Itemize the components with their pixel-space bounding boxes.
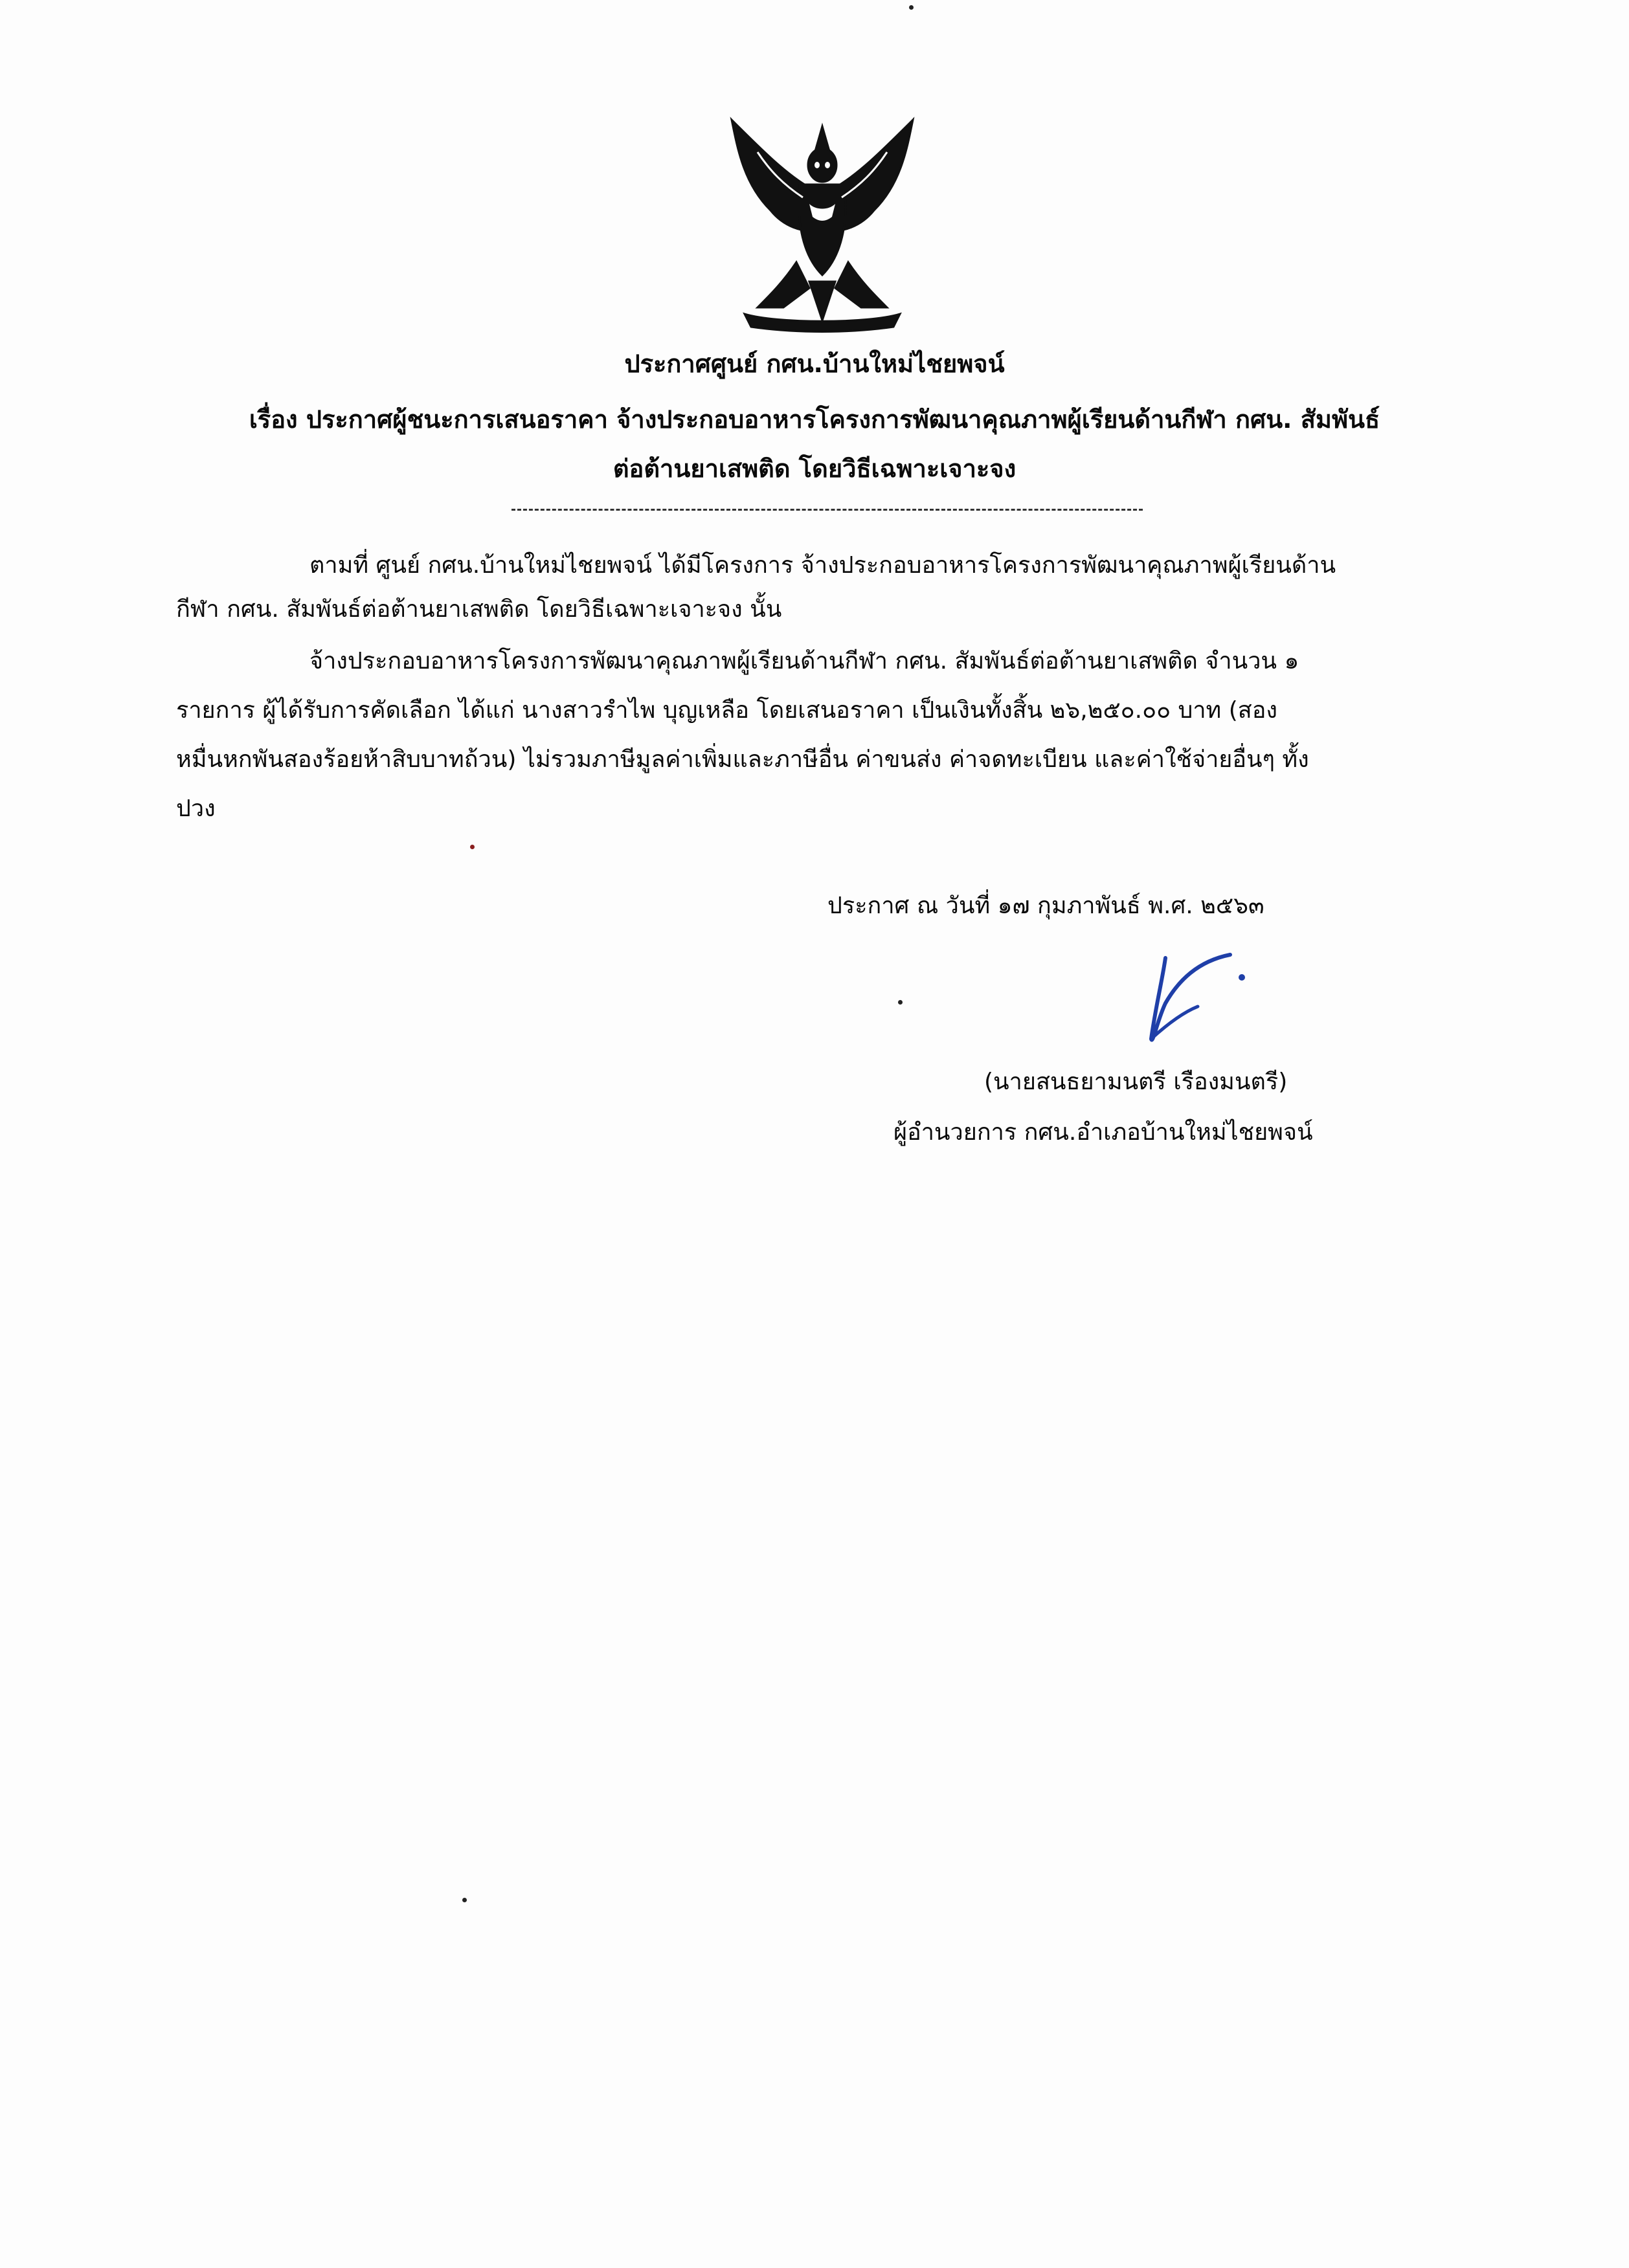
scan-speck [462,1898,467,1902]
signer-name: (นายสนธยามนตรี เรืองมนตรี) [984,1069,1288,1095]
announcement-subject: เรื่อง ประกาศผู้ชนะการเสนอราคา จ้างประกอบอาหารโครงการพัฒนาคุณภาพผู้เรียนด้านกีฬา กศน. สัมพันธ์ [249,405,1380,434]
paragraph-2-line-2: รายการ ผู้ได้รับการคัดเลือก ได้แก่ นางสาวรำไพ บุญเหลือ โดยเสนอราคา เป็นเงินทั้งสิ้น ๒๖,๒๕๐.๐๐ บาท (สอง [176,697,1277,724]
paragraph-2-line-1: จ้างประกอบอาหารโครงการพัฒนาคุณภาพผู้เรียนด้านกีฬา กศน. สัมพันธ์ต่อต้านยาเสพติด จำนวน ๑ [309,648,1299,674]
paragraph-1-line-2: กีฬา กศน. สัมพันธ์ต่อต้านยาเสพติด โดยวิธีเฉพาะเจาะจง นั้น [176,596,782,623]
announcement-title: ประกาศศูนย์ กศน.บ้านใหม่ไชยพจน์ [624,350,1005,378]
paragraph-2-line-4: ปวง [176,795,216,822]
paragraph-2-line-3: หมื่นหกพันสองร้อยห้าสิบบาทถ้วน) ไม่รวมภาษีมูลค่าเพิ่มและภาษีอื่น ค่าขนส่ง ค่าจดทะเบียน และค่าใช้จ่ายอื่นๆ ทั้ง [176,746,1309,773]
paragraph-1-line-1: ตามที่ ศูนย์ กศน.บ้านใหม่ไชยพจน์ ได้มีโครงการ จ้างประกอบอาหารโครงการพัฒนาคุณภาพผู้เรียนด้าน [309,552,1336,579]
handwritten-signature-icon [1127,942,1256,1058]
scan-speck [898,1000,903,1005]
header-separator [511,509,1143,511]
scan-speck [909,5,914,10]
announcement-subject-continued: ต่อต้านยาเสพติด โดยวิธีเฉพาะเจาะจง [612,454,1017,483]
announcement-date: ประกาศ ณ วันที่ ๑๗ กุมภาพันธ์ พ.ศ. ๒๕๖๓ [827,893,1264,919]
garuda-emblem-icon [719,113,926,333]
scan-speck [470,845,475,849]
signer-title: ผู้อำนวยการ กศน.อำเภอบ้านใหม่ไชยพจน์ [893,1119,1313,1146]
